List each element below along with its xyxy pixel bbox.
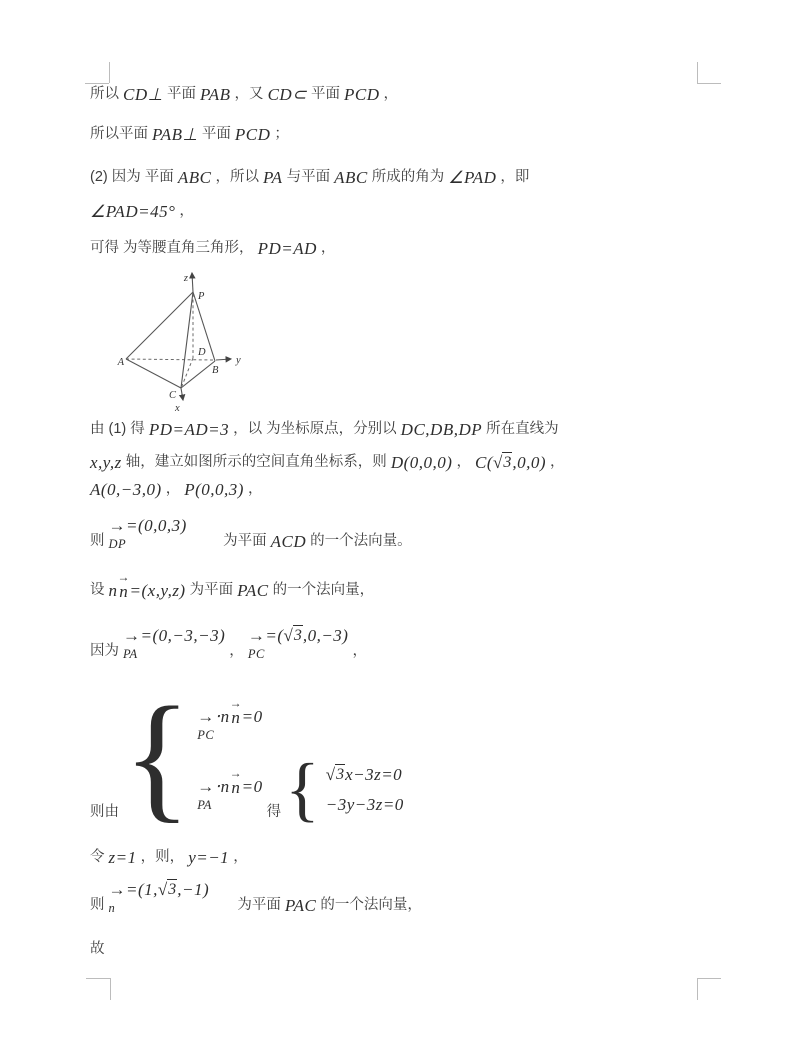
math-run: x,y,z [90, 453, 122, 472]
text-run: 因为 [90, 643, 124, 659]
stack-bottom [197, 798, 212, 813]
text-run: 为平面 [209, 897, 285, 914]
solution-text-upper [90, 84, 730, 259]
document-line [90, 84, 730, 105]
math-run: PD=AD=3 [148, 420, 230, 439]
text-run: ， [379, 86, 399, 102]
vector-equation-stack [109, 879, 210, 916]
text-run: 的一个法向量， [316, 897, 422, 914]
document-line [90, 124, 730, 145]
math-run: y=−1 [188, 848, 230, 868]
y-axis [216, 359, 231, 360]
math-run: ∠PAD [448, 168, 497, 187]
label-vertex-B: B [212, 365, 219, 376]
crop-mark-bottom-right-horizontal [697, 978, 721, 979]
math-run: PAB [200, 85, 231, 104]
document-line [90, 452, 730, 473]
math-run: →=( [247, 626, 284, 645]
stack-top [123, 625, 225, 646]
text-run: ， [175, 203, 194, 219]
text-run: ，则， [136, 849, 189, 866]
text-run: 则 [90, 533, 109, 549]
equation-row [197, 766, 263, 813]
text-run: ； [270, 126, 289, 142]
z-axis [192, 273, 193, 292]
math-run: PA [262, 168, 283, 187]
document-line [90, 419, 730, 440]
math-run: PAB⊥ [152, 125, 198, 144]
math-run: D(0,0,0) [390, 453, 453, 472]
math-run: C( [475, 453, 494, 472]
text-run: 则由 [90, 804, 124, 821]
math-run: ,0,0) [512, 453, 547, 472]
crop-mark-bottom-left-horizontal [86, 978, 110, 979]
crop-mark-bottom-left-vertical [110, 978, 111, 1000]
math-run: PA [197, 798, 212, 813]
math-run: →=(0,−3,−3) [123, 626, 226, 645]
stack-bottom [197, 728, 214, 743]
math-run: →=(1, [108, 880, 158, 900]
document-line [90, 515, 730, 552]
radicand: 3 [503, 454, 512, 471]
vector-arrow-icon: → [229, 766, 242, 781]
math-run: DC,DB,DP [400, 420, 483, 439]
math-run: →⋅n [197, 707, 230, 727]
math-run: ∠PAD=45° [90, 202, 176, 221]
math-run: n [108, 581, 118, 600]
math-run: PCD [234, 125, 271, 144]
text-run: ， [452, 454, 476, 470]
math-run: =0 [241, 777, 263, 797]
document-line [90, 879, 730, 916]
vector-equation-stack [123, 625, 225, 662]
radical-sign-icon: √ [157, 880, 168, 900]
document-line [90, 847, 730, 868]
text-run: 所以 [90, 86, 124, 102]
text-run: 则 [90, 897, 109, 914]
math-run: PAC [237, 581, 269, 600]
document-line [90, 570, 730, 601]
math-run: DP [108, 537, 127, 551]
edge-PA [126, 292, 193, 359]
math-run: z=1 [108, 848, 137, 868]
vector-letter: n [231, 708, 240, 728]
stack-top [197, 696, 263, 728]
segment-DC-dashed [182, 358, 193, 386]
sqrt-expression [158, 879, 177, 900]
vector-letter: n [119, 582, 128, 601]
math-run: PD=AD [257, 239, 317, 258]
document-line [90, 167, 730, 188]
equation-row [326, 764, 404, 785]
text-run: 所以平面 [90, 126, 153, 142]
label-point-D: D [198, 347, 206, 358]
stack-top [109, 879, 210, 900]
label-vertex-A: A [117, 357, 124, 368]
document-line [90, 201, 730, 222]
text-run: ， [546, 454, 565, 470]
stack-bottom [109, 901, 116, 916]
vector-arrow-icon: → [229, 696, 242, 711]
math-run: =(x,y,z) [129, 581, 186, 600]
radical-sign-icon: √ [325, 765, 336, 785]
math-run: →=(0,0,3) [108, 516, 187, 535]
label-z-axis: z [183, 273, 188, 284]
math-run: CD⊂ [267, 85, 307, 104]
text-run: 平面 [162, 86, 201, 102]
stack-top [109, 515, 187, 536]
math-run: PC [247, 647, 265, 661]
math-run: n [108, 901, 116, 916]
math-run: ACD [270, 532, 307, 551]
crop-mark-top-left-vertical [109, 62, 110, 83]
label-vertex-C: C [169, 390, 177, 401]
math-run: PAC [284, 896, 317, 916]
document-line [90, 479, 730, 500]
equation-row [326, 794, 404, 815]
text-run: 得 [262, 804, 286, 821]
sqrt-expression [493, 452, 512, 473]
text-run: ， [316, 240, 336, 256]
left-brace-icon: { [285, 748, 320, 829]
label-x-axis: x [175, 403, 180, 414]
edge-AB-dashed [126, 359, 214, 360]
document-line [90, 625, 730, 662]
math-run: →⋅n [197, 777, 230, 797]
equation-row [197, 696, 263, 743]
edge-PC [181, 292, 193, 388]
document-line [90, 677, 730, 835]
radicand: 3 [168, 881, 177, 899]
text-run: ， [243, 481, 263, 497]
text-run: 由 (1) 得 [90, 421, 149, 437]
sqrt-expression [283, 625, 302, 646]
text-run: ，即 [496, 169, 530, 185]
crop-mark-top-right-vertical [697, 62, 698, 83]
text-run: 可得 为等腰直角三角形， [90, 240, 258, 256]
text-run: ， [348, 643, 367, 659]
radical-sign-icon: √ [283, 626, 293, 645]
left-brace-icon: { [123, 677, 192, 835]
equation-column [197, 696, 263, 813]
text-run: 设 [90, 582, 109, 598]
document-line [90, 238, 730, 259]
tetrahedron-figure-svg [108, 266, 258, 414]
vector-arrow-icon: → [117, 570, 130, 584]
vector-equation-stack [197, 696, 263, 743]
text-run: ， [229, 849, 248, 866]
vector-symbol [229, 766, 242, 798]
text-run: 的一个法向量， [268, 582, 375, 598]
math-run: ABC [177, 168, 212, 187]
text-run: 平面 [197, 126, 235, 142]
text-run: 与平面 [282, 169, 335, 185]
equation-system [123, 677, 263, 835]
math-run: CD⊥ [123, 85, 163, 104]
vector-equation-stack [109, 515, 187, 552]
math-run: PC [197, 728, 215, 743]
geometry-figure [108, 266, 730, 419]
text-run: ， [161, 481, 185, 497]
equation-system [285, 748, 404, 829]
stack-bottom [109, 537, 127, 552]
document-line [90, 939, 730, 960]
math-run: x−3z=0 [345, 765, 403, 785]
solution-text-lower [90, 419, 730, 960]
math-run: ,−1) [177, 880, 210, 900]
text-run: 的一个法向量。 [306, 533, 412, 549]
text-run: 所成的角为 [367, 169, 449, 185]
edge-AC [126, 359, 181, 388]
stack-bottom [123, 647, 138, 662]
math-run: −3y−3z=0 [325, 795, 404, 815]
vector-symbol [229, 696, 242, 728]
radicand: 3 [336, 766, 345, 784]
text-run: 令 [90, 849, 109, 866]
math-run: =0 [241, 707, 263, 727]
stack-top [197, 766, 263, 798]
vector-symbol [117, 570, 130, 601]
crop-mark-bottom-right-vertical [697, 978, 698, 1000]
math-run: ,0,−3) [302, 626, 349, 645]
text-run: 为平面 [186, 533, 271, 549]
math-run: P(0,0,3) [184, 480, 244, 499]
vector-equation-stack [248, 625, 349, 662]
text-run: ，以 为坐标原点，分别以 [229, 421, 401, 437]
equation-column [326, 764, 404, 815]
text-run: 故 [90, 941, 105, 958]
label-y-axis: y [236, 355, 241, 366]
stack-bottom [248, 647, 265, 662]
math-run: A(0,−3,0) [90, 480, 162, 499]
label-vertex-P: P [198, 291, 205, 302]
math-run: PA [123, 647, 138, 661]
text-run: 平面 [306, 86, 344, 102]
vector-letter: n [231, 778, 240, 798]
text-run: ，所以 [211, 169, 263, 185]
text-run: 为平面 [185, 582, 238, 598]
text-run: ， [225, 643, 248, 659]
text-run: 所在直线为 [482, 421, 559, 437]
x-axis [181, 388, 183, 400]
text-run: (2) 因为 平面 [90, 169, 178, 185]
vector-equation-stack [197, 766, 263, 813]
radical-sign-icon: √ [493, 453, 503, 472]
sqrt-expression [326, 764, 345, 785]
document-body [90, 84, 730, 960]
text-run: ，又 [230, 86, 268, 102]
text-run: 轴，建立如图所示的空间直角坐标系，则 [121, 454, 391, 470]
radicand: 3 [293, 627, 302, 644]
math-run: ABC [334, 168, 368, 187]
math-run: PCD [344, 85, 380, 104]
stack-top [248, 625, 349, 646]
